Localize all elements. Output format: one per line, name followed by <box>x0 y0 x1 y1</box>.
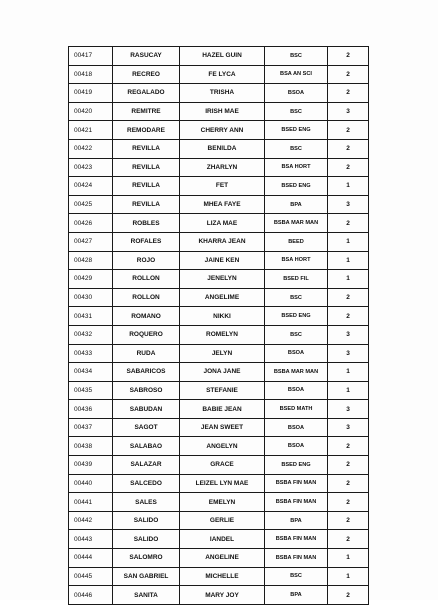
table-row <box>69 325 369 344</box>
year-level-cell: 2 <box>328 586 369 605</box>
year-level-cell: 3 <box>328 344 369 363</box>
course-cell: BSED ENG <box>265 307 328 326</box>
student-id-cell: 00444 <box>69 549 113 568</box>
first-name-cell: ANGELIME <box>180 288 265 307</box>
course-cell: BSOA <box>265 437 328 456</box>
table-row <box>69 567 369 586</box>
year-level-cell: 1 <box>328 381 369 400</box>
course-cell: BSOA <box>265 344 328 363</box>
table-row <box>69 307 369 326</box>
first-name-cell: FE LYCA <box>180 65 265 84</box>
student-id-cell: 00430 <box>69 288 113 307</box>
table-row <box>69 232 369 251</box>
year-level-cell: 2 <box>328 139 369 158</box>
table-row <box>69 270 369 289</box>
last-name-cell: REVILLA <box>113 158 180 177</box>
year-level-cell: 2 <box>328 456 369 475</box>
student-id-cell: 00440 <box>69 474 113 493</box>
last-name-cell: SALES <box>113 493 180 512</box>
course-cell: BSC <box>265 325 328 344</box>
last-name-cell: SALOMRO <box>113 549 180 568</box>
student-id-cell: 00443 <box>69 530 113 549</box>
last-name-cell: SALAZAR <box>113 456 180 475</box>
table-row <box>69 400 369 419</box>
first-name-cell: EMELYN <box>180 493 265 512</box>
student-id-cell: 00425 <box>69 195 113 214</box>
first-name-cell: JENELYN <box>180 270 265 289</box>
first-name-cell: LIZA MAE <box>180 214 265 233</box>
student-id-cell: 00438 <box>69 437 113 456</box>
student-id-cell: 00439 <box>69 456 113 475</box>
first-name-cell: STEFANIE <box>180 381 265 400</box>
year-level-cell: 1 <box>328 232 369 251</box>
last-name-cell: SABARICOS <box>113 363 180 382</box>
course-cell: BSOA <box>265 84 328 103</box>
year-level-cell: 2 <box>328 474 369 493</box>
student-id-cell: 00429 <box>69 270 113 289</box>
student-id-cell: 00434 <box>69 363 113 382</box>
last-name-cell: ROQUERO <box>113 325 180 344</box>
last-name-cell: SALABAO <box>113 437 180 456</box>
last-name-cell: ROMANO <box>113 307 180 326</box>
course-cell: BSED ENG <box>265 177 328 196</box>
year-level-cell: 2 <box>328 288 369 307</box>
student-id-cell: 00441 <box>69 493 113 512</box>
year-level-cell: 2 <box>328 121 369 140</box>
course-cell: BSBA MAR MAN <box>265 214 328 233</box>
course-cell: BSBA FIN MAN <box>265 493 328 512</box>
table-row <box>69 437 369 456</box>
year-level-cell: 2 <box>328 158 369 177</box>
year-level-cell: 1 <box>328 251 369 270</box>
table-row <box>69 177 369 196</box>
first-name-cell: KHARRA JEAN <box>180 232 265 251</box>
student-id-cell: 00433 <box>69 344 113 363</box>
course-cell: BEED <box>265 232 328 251</box>
student-id-cell: 00417 <box>69 47 113 66</box>
table-row <box>69 381 369 400</box>
last-name-cell: ROLLON <box>113 288 180 307</box>
table-row <box>69 139 369 158</box>
table-row <box>69 121 369 140</box>
year-level-cell: 3 <box>328 195 369 214</box>
course-cell: BSC <box>265 47 328 66</box>
year-level-cell: 2 <box>328 530 369 549</box>
first-name-cell: GRACE <box>180 456 265 475</box>
year-level-cell: 3 <box>328 325 369 344</box>
year-level-cell: 2 <box>328 493 369 512</box>
first-name-cell: MICHELLE <box>180 567 265 586</box>
year-level-cell: 1 <box>328 363 369 382</box>
table-row <box>69 549 369 568</box>
table-row <box>69 511 369 530</box>
table-row <box>69 195 369 214</box>
student-id-cell: 00445 <box>69 567 113 586</box>
first-name-cell: ROMELYN <box>180 325 265 344</box>
table-row <box>69 288 369 307</box>
first-name-cell: MARY JOY <box>180 586 265 605</box>
table-row <box>69 344 369 363</box>
first-name-cell: JONA JANE <box>180 363 265 382</box>
last-name-cell: REVILLA <box>113 139 180 158</box>
last-name-cell: ROBLES <box>113 214 180 233</box>
last-name-cell: REMODARE <box>113 121 180 140</box>
student-id-cell: 00418 <box>69 65 113 84</box>
course-cell: BSA AN SCI <box>265 65 328 84</box>
first-name-cell: IANDEL <box>180 530 265 549</box>
last-name-cell: REGALADO <box>113 84 180 103</box>
year-level-cell: 2 <box>328 65 369 84</box>
year-level-cell: 3 <box>328 400 369 419</box>
first-name-cell: NIKKI <box>180 307 265 326</box>
student-id-cell: 00423 <box>69 158 113 177</box>
first-name-cell: MHEA FAYE <box>180 195 265 214</box>
table-row <box>69 47 369 66</box>
first-name-cell: ANGELINE <box>180 549 265 568</box>
student-id-cell: 00422 <box>69 139 113 158</box>
course-cell: BPA <box>265 586 328 605</box>
table-row <box>69 214 369 233</box>
student-roster-table <box>68 46 369 605</box>
last-name-cell: ROLLON <box>113 270 180 289</box>
first-name-cell: JAINE KEN <box>180 251 265 270</box>
last-name-cell: RECREO <box>113 65 180 84</box>
student-id-cell: 00432 <box>69 325 113 344</box>
course-cell: BSBA FIN MAN <box>265 530 328 549</box>
year-level-cell: 2 <box>328 84 369 103</box>
last-name-cell: REMITRE <box>113 102 180 121</box>
course-cell: BSC <box>265 102 328 121</box>
last-name-cell: RUDA <box>113 344 180 363</box>
first-name-cell: HAZEL GUIN <box>180 47 265 66</box>
table-row <box>69 363 369 382</box>
table-row <box>69 251 369 270</box>
course-cell: BSED MATH <box>265 400 328 419</box>
year-level-cell: 2 <box>328 307 369 326</box>
last-name-cell: REVILLA <box>113 195 180 214</box>
table-row <box>69 530 369 549</box>
last-name-cell: SAN GABRIEL <box>113 567 180 586</box>
table-row <box>69 65 369 84</box>
first-name-cell: FET <box>180 177 265 196</box>
table-row <box>69 102 369 121</box>
table-row <box>69 84 369 103</box>
last-name-cell: SABROSO <box>113 381 180 400</box>
course-cell: BSC <box>265 567 328 586</box>
year-level-cell: 1 <box>328 177 369 196</box>
first-name-cell: LEIZEL LYN MAE <box>180 474 265 493</box>
last-name-cell: SAGOT <box>113 418 180 437</box>
first-name-cell: ZHARLYN <box>180 158 265 177</box>
last-name-cell: ROFALES <box>113 232 180 251</box>
last-name-cell: SALIDO <box>113 530 180 549</box>
course-cell: BSBA MAR MAN <box>265 363 328 382</box>
year-level-cell: 2 <box>328 214 369 233</box>
course-cell: BSOA <box>265 381 328 400</box>
year-level-cell: 3 <box>328 418 369 437</box>
course-cell: BSED ENG <box>265 121 328 140</box>
last-name-cell: SALCEDO <box>113 474 180 493</box>
last-name-cell: SABUDAN <box>113 400 180 419</box>
year-level-cell: 1 <box>328 567 369 586</box>
table-row <box>69 418 369 437</box>
course-cell: BPA <box>265 195 328 214</box>
table-row <box>69 586 369 605</box>
course-cell: BSED ENG <box>265 456 328 475</box>
table-row <box>69 493 369 512</box>
student-id-cell: 00426 <box>69 214 113 233</box>
last-name-cell: ROJO <box>113 251 180 270</box>
course-cell: BSC <box>265 288 328 307</box>
first-name-cell: IRISH MAE <box>180 102 265 121</box>
student-id-cell: 00420 <box>69 102 113 121</box>
course-cell: BSBA FIN MAN <box>265 549 328 568</box>
first-name-cell: TRISHA <box>180 84 265 103</box>
student-id-cell: 00424 <box>69 177 113 196</box>
student-id-cell: 00436 <box>69 400 113 419</box>
student-id-cell: 00446 <box>69 586 113 605</box>
student-id-cell: 00421 <box>69 121 113 140</box>
course-cell: BSA HORT <box>265 251 328 270</box>
student-id-cell: 00419 <box>69 84 113 103</box>
first-name-cell: BABIE JEAN <box>180 400 265 419</box>
first-name-cell: GERLIE <box>180 511 265 530</box>
student-id-cell: 00437 <box>69 418 113 437</box>
year-level-cell: 2 <box>328 511 369 530</box>
first-name-cell: ANGELYN <box>180 437 265 456</box>
course-cell: BPA <box>265 511 328 530</box>
table-row <box>69 158 369 177</box>
first-name-cell: BENILDA <box>180 139 265 158</box>
student-id-cell: 00435 <box>69 381 113 400</box>
course-cell: BSC <box>265 139 328 158</box>
year-level-cell: 2 <box>328 437 369 456</box>
first-name-cell: JEAN SWEET <box>180 418 265 437</box>
year-level-cell: 2 <box>328 47 369 66</box>
last-name-cell: REVILLA <box>113 177 180 196</box>
student-id-cell: 00428 <box>69 251 113 270</box>
course-cell: BSOA <box>265 418 328 437</box>
table-row <box>69 456 369 475</box>
student-id-cell: 00442 <box>69 511 113 530</box>
year-level-cell: 1 <box>328 270 369 289</box>
course-cell: BSED FIL <box>265 270 328 289</box>
last-name-cell: SANITA <box>113 586 180 605</box>
last-name-cell: RASUCAY <box>113 47 180 66</box>
first-name-cell: JELYN <box>180 344 265 363</box>
year-level-cell: 3 <box>328 102 369 121</box>
course-cell: BSA HORT <box>265 158 328 177</box>
year-level-cell: 1 <box>328 549 369 568</box>
course-cell: BSBA FIN MAN <box>265 474 328 493</box>
first-name-cell: CHERRY ANN <box>180 121 265 140</box>
table-row <box>69 474 369 493</box>
roster-body <box>69 47 369 605</box>
last-name-cell: SALIDO <box>113 511 180 530</box>
student-id-cell: 00431 <box>69 307 113 326</box>
student-id-cell: 00427 <box>69 232 113 251</box>
